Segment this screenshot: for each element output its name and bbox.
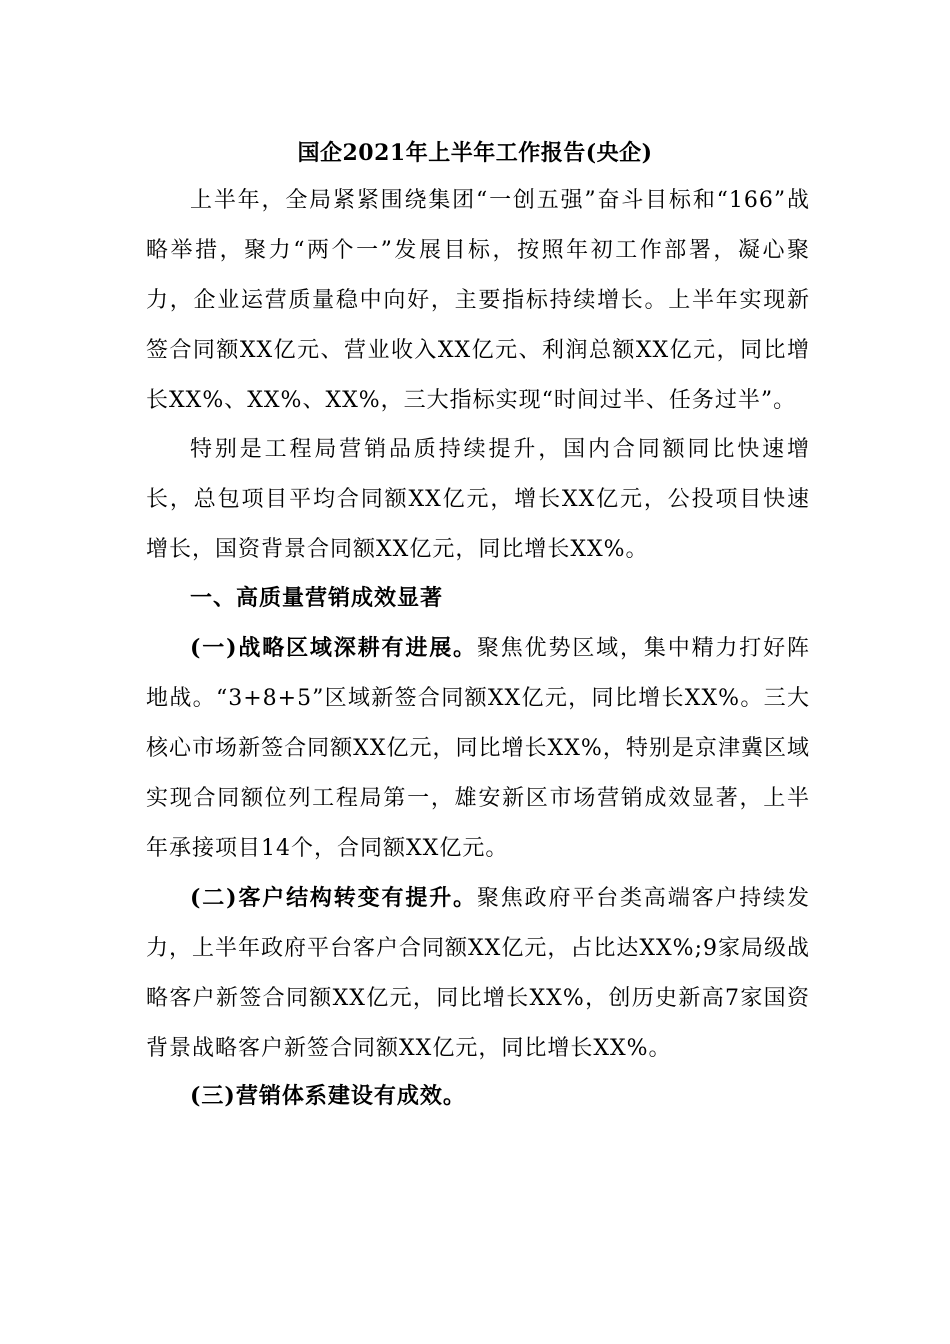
section-heading-marketing: 一、高质量营销成效显著: [190, 585, 444, 611]
subsection-lead-customer-structure: (二)客户结构转变有提升。: [190, 885, 477, 911]
paragraph-customer-structure: [146, 873, 810, 1074]
subsection-body-strategic-regions: 聚焦优势区域，集中精力打好阵地战。“3+8+5”区域新签合同额XX亿元，同比增长XX%。三大核心市场新签合同额XX亿元，同比增长XX%，特别是京津冀区域实现合同额位列工程局第一，雄安新区市场营销成效显著，上半年承接项目14个，合同额XX亿元。: [146, 636, 810, 861]
subsection-lead-strategic-regions: (一)战略区域深耕有进展。: [190, 635, 477, 661]
subsection-body-customer-structure: 聚焦政府平台类高端客户持续发力，上半年政府平台客户合同额XX亿元，占比达XX%;9家局级战略客户新签合同额XX亿元，同比增长XX%，创历史新高7家国资背景战略客户新签合同额XX亿元，同比增长XX%。: [146, 886, 810, 1061]
paragraph-marketing-quality: 特别是工程局营销品质持续提升，国内合同额同比快速增长，总包项目平均合同额XX亿元，增长XX亿元，公投项目快速增长，国资背景合同额XX亿元，同比增长XX%。: [146, 437, 810, 562]
paragraph-strategic-regions: [146, 623, 810, 874]
paragraph-overview: 上半年，全局紧紧围绕集团“一创五强”奋斗目标和“166”战略举措，聚力“两个一”发展目标，按照年初工作部署，凝心聚力，企业运营质量稳中向好，主要指标持续增长。上半年实现新签合同额XX亿元、营业收入XX亿元、利润总额XX亿元，同比增长XX%、XX%、XX%，三大指标实现“时间过半、任务过半”。: [146, 188, 810, 413]
subsection-lead-marketing-system: (三)营销体系建设有成效。: [190, 1083, 466, 1109]
document-title: 国企2021年上半年工作报告(央企): [297, 140, 653, 166]
